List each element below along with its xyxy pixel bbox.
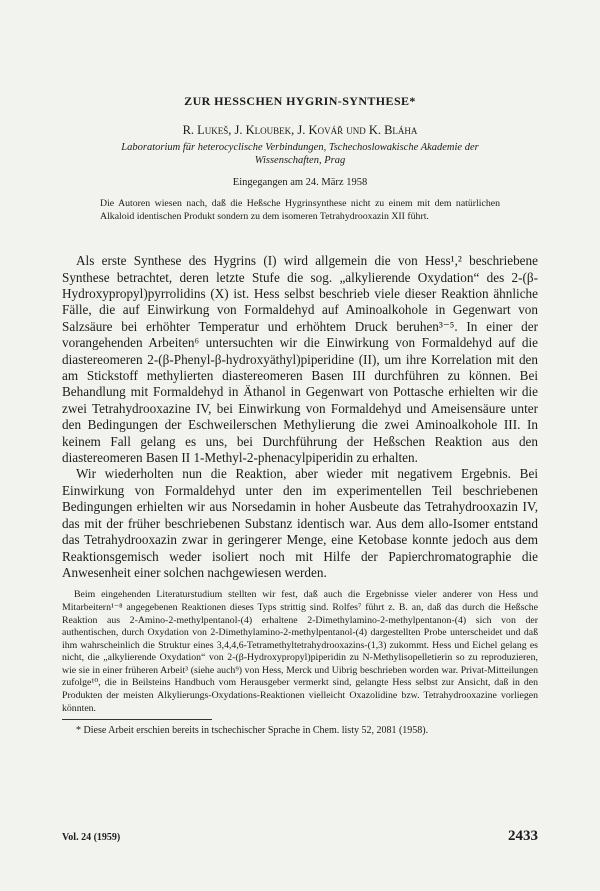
page-footer <box>62 828 538 845</box>
literature-note: Beim eingehenden Literaturstudium stellten wir fest, daß auch die Ergebnisse vieler anderer von Hess und Mitarbeitern¹⁻⁸ angegebenen Reaktionen dieses Typs strittig sind. Rolfes⁷ führt z. B. an, daß das durch die Heßsche Reaktion aus 2-Amino-2-methylpentanol-(4) erhaltene 2-Dimethylamino-2-methylpentanon-(4) sich von der authentischen, durch Oxydation von 2-Dimethylamino-2-methylpentanol-(4) dargestellten Probe unterscheidet und daß ihm wahrscheinlich die Struktur eines 3,4,4,6-Tetramethyltetrahydrooxazins-(1,3) zukommt. Hess und Eichel gelang es nicht, die „alkylierende Oxydation“ von 2-(β-Hydroxypropyl)piperidin zu N-Methylisopelletierin so zu reproduzieren, wie sie in einer früheren Arbeit³ (siehe auch⁹) von Hess, Merck und Uibrig beschrieben worden war. Privat-Mitteilungen zufolge¹⁰, die in Beilsteins Handbuch vom Herausgeber vermerkt sind, gelangte Hess selbst zur Ansicht, daß in den Produkten der meisten Alkylierungs-Oxydations-Reaktionen vielleicht Oxazolidine bzw. Tetrahydrooxazine vorliegen könnten. <box>62 589 538 714</box>
article-body <box>62 253 538 715</box>
author-list: R. Lukeš, J. Kloubek, J. Kovář und K. Bláha <box>182 123 418 137</box>
volume-label: Vol. 24 (1959) <box>62 832 121 843</box>
body-paragraph-1: Als erste Synthese des Hygrins (I) wird allgemein die von Hess¹,² beschriebene Synthese betrachtet, deren letzte Stufe die sog. „alkylierende Oxydation“ des 2-(β-Hydroxypropyl)pyrrolidins (X) ist. Hess selbst beschrieb viele dieser Reaktion ähnliche Fälle, die auf Einwirkung von Formaldehyd auf Aminoalkohole in Gegenwart von Salzsäure bei erhöhter Temperatur und erhöhtem Druck beruhen³⁻⁵. In einer der vorangehenden Arbeiten⁶ untersuchten wir die Einwirkung von Formaldehyd auf die diastereomeren 2-(β-Phenyl-β-hydroxyäthyl)piperidine (II), um ihre Korrelation mit den am Stickstoff methylierten diastereomeren Basen III durchführen zu können. Bei Behandlung mit Formaldehyd in Äthanol in Gegenwart von Pottasche erhielten wir die zwei Tetrahydrooxazine IV, bei Einwirkung von Formaldehyd und Ameisensäure unter den Bedingungen der Eschweilerschen Methylierung die zwei Aminoalkohole III. In keinem Fall gelang es uns, bei Durchführung der Heßschen Reaktion aus den diastereomeren Basen II 1-Methyl-2-phenacylpiperidin zu erhalten. <box>62 253 538 466</box>
footnote-divider <box>62 719 212 720</box>
received-date: Eingegangen am 24. März 1958 <box>232 177 368 188</box>
abstract: Die Autoren wiesen nach, daß die Heßsche Hygrinsynthese nicht zu einem mit dem natürlichen Alkaloid identischen Produkt sondern zu dem isomeren Tetrahydrooxazin XII führt. <box>100 198 500 222</box>
article-title: ZUR HESSCHEN HYGRIN-SYNTHESE* <box>184 94 416 108</box>
body-paragraph-2: Wir wiederholten nun die Reaktion, aber wieder mit negativem Ergebnis. Bei Einwirkung von Formaldehyd unter den im experimentellen Teil beschriebenen Bedingungen erhielten wir aus Norsedamin in hoher Ausbeute das Tetrahydrooxazin IV, das mit der früher beschriebenen Substanz identisch war. Aus dem allo-Isomer entstand das Tetrahydrooxazin zwar in geringerer Menge, eine Ketobase konnte jedoch aus dem Reaktionsgemisch weder isoliert noch mit Hilfe der Papierchromatographie die Anwesenheit einer solchen nachgewiesen werden. <box>62 466 538 580</box>
affiliation: Laboratorium für heterocyclische Verbindungen, Tschechoslowakische Akademie der Wissenschaften, Prag <box>121 142 479 166</box>
footnote: * Diese Arbeit erschien bereits in tschechischer Sprache in Chem. listy 52, 2081 (1958). <box>76 725 429 737</box>
page-number: 2433 <box>508 828 538 844</box>
